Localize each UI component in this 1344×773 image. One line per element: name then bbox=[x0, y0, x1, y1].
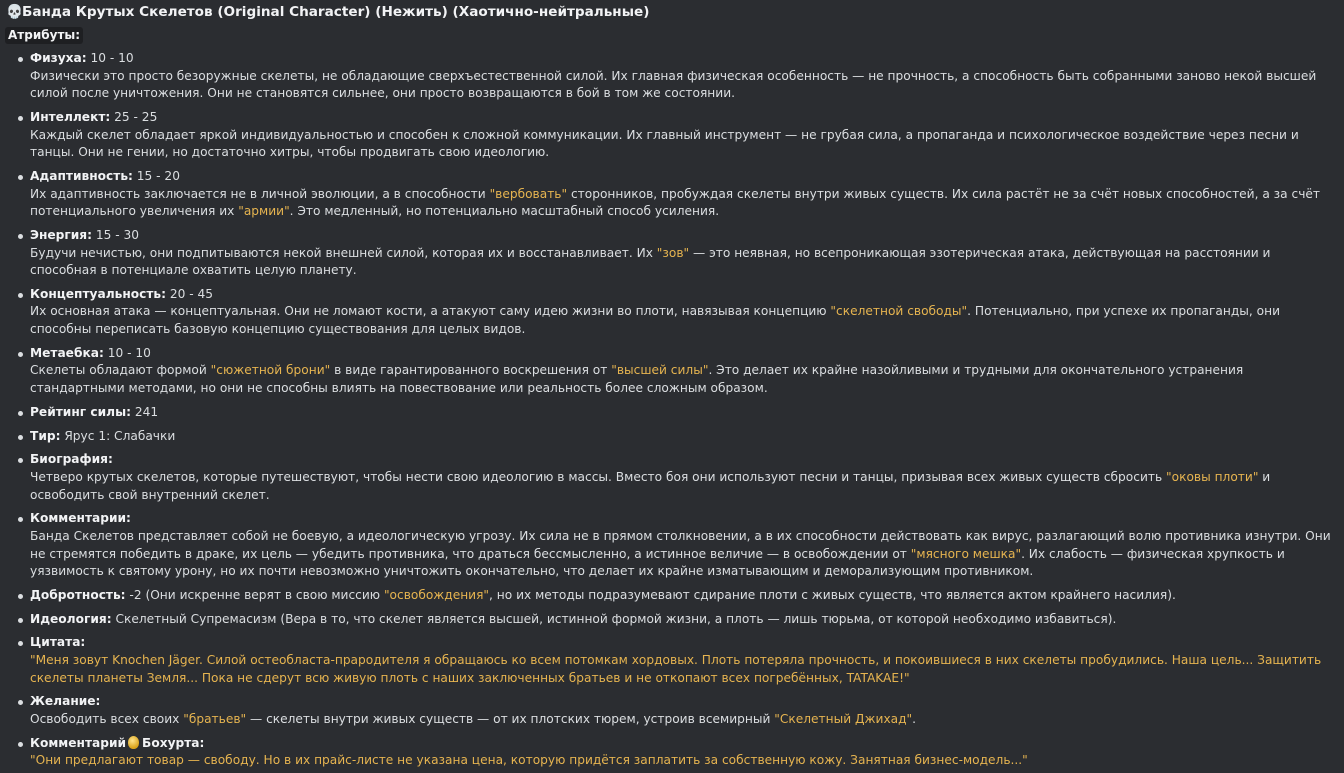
body-text: Будучи нечистью, они подпитываются некой внешней силой, которая их и восстанавливает. Их bbox=[30, 245, 657, 260]
attribute-description bbox=[30, 303, 1336, 338]
body-text: . Это делает их крайне назойливыми и трудными для окончательного устранения стандартными методами, но они не способны влиять на повествование или реальность более сложным образом. bbox=[30, 363, 1244, 396]
attribute-value: 15 - 30 bbox=[91, 227, 140, 242]
body-text: Их адаптивность заключается не в личной эволюции, а в способности bbox=[30, 186, 490, 201]
attribute-description bbox=[30, 711, 1336, 729]
body-text: — это неявная, но всепроникающая эзотерическая атака, действующая на расстоянии и способная в потенциале охватить целую планету. bbox=[30, 245, 1271, 278]
attributes-list bbox=[8, 50, 1336, 770]
body-text: Четверо крутых скелетов, которые путешествуют, чтобы нести свою идеологию в массы. Вместо боя они используют песни и танцы, призывая всех живых существ сбросить bbox=[30, 469, 1167, 484]
attribute-key: Концептуальность: bbox=[30, 286, 167, 301]
attribute-item bbox=[30, 345, 1336, 398]
attribute-item bbox=[30, 611, 1336, 629]
attribute-header bbox=[30, 286, 1336, 304]
attribute-description bbox=[30, 68, 1336, 103]
attribute-key: Интеллект: bbox=[30, 109, 111, 124]
attribute-description bbox=[30, 186, 1336, 221]
body-text: Освободить всех своих bbox=[30, 712, 184, 727]
body-text: . Потенциально, при успехе их пропаганды, они способны переписать базовую концепцию существования для целых видов. bbox=[30, 304, 1280, 337]
attribute-key: Энергия: bbox=[30, 227, 92, 242]
attribute-key: Метаебка: bbox=[30, 345, 104, 360]
page-title bbox=[6, 3, 1336, 21]
attribute-header bbox=[30, 611, 1336, 629]
attribute-key: Комментарии: bbox=[30, 511, 131, 526]
attribute-key: Идеология: bbox=[30, 611, 112, 626]
body-text: . Их слабость — физическая хрупкость и уязвимость к святому урону, но их почти невозможно уничтожить окончательно, что делает их крайне изматывающим и деморализующим противником. bbox=[30, 546, 1285, 579]
skull-icon: 💀 bbox=[6, 4, 23, 20]
attribute-key: Цитата: bbox=[30, 635, 86, 650]
attribute-item bbox=[30, 587, 1336, 605]
body-text: Каждый скелет обладает яркой индивидуальностью и способен к сложной коммуникации. Их главный инструмент — не грубая сила, а пропаганда и психологическое воздействие через песни и танцы. Они не гении, но достаточно хитры, чтобы продвигать свою идеологию. bbox=[30, 127, 1299, 160]
attribute-description bbox=[30, 245, 1336, 280]
attribute-key: Рейтинг силы: bbox=[30, 404, 131, 419]
attribute-value: 10 - 10 bbox=[103, 345, 151, 360]
attribute-header bbox=[30, 510, 1336, 528]
attribute-item bbox=[30, 168, 1336, 221]
attributes-badge: Атрибуты: bbox=[5, 27, 83, 44]
attribute-item bbox=[30, 428, 1336, 446]
quoted-text: "освобождения" bbox=[383, 587, 490, 602]
attribute-header bbox=[30, 451, 1336, 469]
quoted-text: "братьев" bbox=[183, 712, 247, 727]
quoted-text: "мясного мешка" bbox=[910, 546, 1022, 561]
quoted-text: "Они предлагают товар — свободу. Но в их прайс-листе не указана цена, которую придётся заплатить за собственную кожу. Занятная бизнес-модель..." bbox=[30, 753, 1028, 768]
attribute-value: Ярус 1: Слабачки bbox=[60, 428, 176, 443]
body-text: Их основная атака — концептуальная. Они не ломают кости, а атакуют саму идею жизни во плоти, навязывая концепцию bbox=[30, 304, 831, 319]
attribute-header bbox=[30, 50, 1336, 68]
body-text: , но их методы подразумевают сдирание плоти с живых существ, что является актом крайнего насилия). bbox=[489, 587, 1176, 602]
attribute-item bbox=[30, 735, 1336, 770]
attribute-value: 15 - 20 bbox=[132, 168, 180, 183]
attribute-header bbox=[30, 428, 1336, 446]
attribute-item bbox=[30, 451, 1336, 504]
attribute-item bbox=[30, 109, 1336, 162]
attribute-description bbox=[30, 528, 1336, 581]
attribute-key: Комментарий bbox=[30, 735, 127, 750]
body-text: Скелеты обладают формой bbox=[30, 363, 211, 378]
attribute-value: 10 - 10 bbox=[86, 51, 134, 65]
quoted-text: "оковы плоти" bbox=[1166, 469, 1259, 484]
attribute-key: Тир: bbox=[30, 428, 61, 443]
body-text: Физически это просто безоружные скелеты, не обладающие сверхъестественной силой. Их главная физическая особенность — не прочность, а способность быть собранными заново некой высшей силой после уничтожения. Они не становятся сильнее, они просто возвращаются в бой в том же состоянии. bbox=[30, 68, 1317, 101]
attribute-item bbox=[30, 286, 1336, 339]
body-text: — скелеты внутри живых существ — от их плотских тюрем, устроив всемирный bbox=[246, 712, 775, 727]
body-text: . Это медленный, но потенциально масштабный способ усиления. bbox=[289, 204, 720, 219]
attribute-key-tail: Бохурта: bbox=[142, 735, 205, 750]
attribute-key: Адаптивность: bbox=[30, 168, 133, 183]
attribute-item bbox=[30, 634, 1336, 687]
attribute-description bbox=[30, 469, 1336, 504]
attribute-header bbox=[30, 227, 1336, 245]
attribute-header bbox=[30, 109, 1336, 127]
attribute-header bbox=[30, 404, 1336, 422]
quoted-text: "вербовать" bbox=[489, 186, 568, 201]
attribute-item bbox=[30, 693, 1336, 728]
body-text: сторонников, пробуждая скелеты внутри живых существ. Их сила растёт не за счёт новых способностей, а за счёт потенциального увеличения их bbox=[30, 186, 1321, 219]
attribute-item bbox=[30, 510, 1336, 580]
attribute-value: 25 - 25 bbox=[110, 109, 158, 124]
attribute-value: -2 (Они искренне верят в свою миссию bbox=[125, 587, 384, 602]
title-text: Банда Крутых Скелетов (Original Character) (Нежить) (Хаотично-нейтральные) bbox=[22, 4, 650, 20]
quoted-text: "высшей силы" bbox=[611, 363, 709, 378]
attribute-header bbox=[30, 693, 1336, 711]
quoted-text: "Меня зовут Knochen Jäger. Силой остеобласта-прародителя я обращаюсь ко всем потомкам хордовых. Плоть потеряла прочность, и покоившиеся в них скелеты пробудились. Наша цель... Защитить скелеты планеты Земля... Пока не сдерут всю живую плоть с наших заключенных братьев и не откопают всех погребённых, TATAKAE!" bbox=[30, 653, 1322, 685]
attribute-value: 20 - 45 bbox=[166, 286, 214, 301]
attribute-item bbox=[30, 227, 1336, 280]
attribute-header bbox=[30, 735, 1336, 753]
quoted-text: "зов" bbox=[656, 245, 690, 260]
attribute-key: Желание: bbox=[30, 694, 101, 709]
body-text: и освободить свой внутренний скелет. bbox=[30, 469, 1271, 502]
body-text: Банда Скелетов представляет собой не боевую, а идеологическую угрозу. Их сила не в прямом столкновении, а в их способности действовать как вирус, разлагающий волю противника изнутри. Они не стремятся победить в драке, их цель — убедить противника, что драться бессмысленно, а истинное величие — в освобождении от bbox=[30, 528, 1331, 561]
attribute-value: Скелетный Супремасизм (Вера в то, что скелет является высшей, истинной формой жизни, а плоть — лишь тюрьма, от которой необходимо избавиться). bbox=[111, 611, 1117, 626]
quoted-text: "армии" bbox=[238, 204, 290, 219]
attribute-item bbox=[30, 404, 1336, 422]
quoted-text: "Скелетный Джихад" bbox=[774, 712, 913, 727]
quoted-text: "сюжетной брони" bbox=[210, 363, 331, 378]
attribute-key: Добротность: bbox=[30, 587, 126, 602]
attribute-key: Биография: bbox=[30, 452, 113, 467]
attribute-header bbox=[30, 634, 1336, 652]
attribute-description bbox=[30, 652, 1336, 687]
attribute-header bbox=[30, 587, 1336, 605]
body-text: . bbox=[912, 712, 917, 727]
attribute-description bbox=[30, 127, 1336, 162]
attribute-header bbox=[30, 345, 1336, 363]
attribute-description bbox=[30, 362, 1336, 397]
body-text: в виде гарантированного воскрешения от bbox=[330, 363, 612, 378]
attribute-value: 241 bbox=[130, 404, 159, 419]
gold-coin-icon bbox=[128, 736, 139, 749]
attribute-header bbox=[30, 168, 1336, 186]
attribute-key: Физуха: bbox=[30, 51, 87, 65]
attribute-description bbox=[30, 752, 1336, 770]
quoted-text: "скелетной свободы" bbox=[830, 304, 968, 319]
attribute-item bbox=[30, 50, 1336, 103]
